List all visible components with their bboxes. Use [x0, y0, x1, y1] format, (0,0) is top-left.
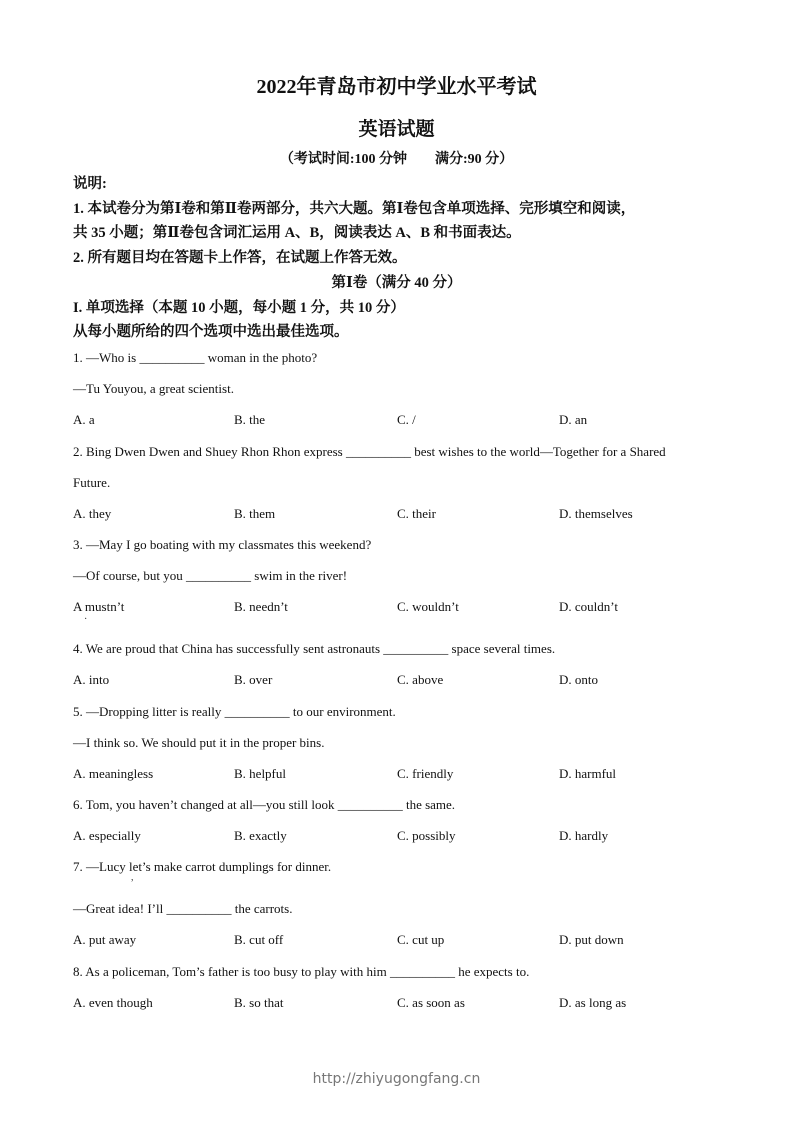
question-4-options	[73, 672, 753, 690]
option-b: B. cut off	[234, 932, 284, 947]
stray-comma-mark: ,	[131, 872, 134, 883]
question-3-stem: 3. —May I go boating with my classmates this weekend?	[73, 537, 372, 552]
option-c: C. possibly	[397, 828, 456, 843]
option-d: D. as long as	[559, 995, 627, 1010]
question-5-answer-line: —I think so. We should put it in the proper bins.	[73, 735, 325, 750]
question-2-stem: 2. Bing Dwen Dwen and Shuey Rhon Rhon express __________ best wishes to the world—Together for a Shared	[73, 444, 666, 459]
stray-dot-mark: ·	[84, 614, 88, 625]
instructions-heading: 说明:	[73, 176, 107, 192]
option-c: C. /	[397, 412, 416, 427]
option-b: B. the	[234, 412, 266, 427]
option-a: A. a	[73, 412, 95, 427]
option-a: A. they	[73, 506, 112, 521]
option-c: C. cut up	[397, 932, 445, 947]
option-a: A. into	[73, 672, 110, 687]
question-7-stem: 7. —Lucy let’s make carrot dumplings for dinner.	[73, 859, 332, 874]
exam-title: 2022年青岛市初中学业水平考试	[256, 76, 537, 98]
footer-url: http://zhiyugongfang.cn	[312, 1071, 481, 1087]
question-3-options	[73, 599, 753, 617]
question-1-stem: 1. —Who is __________ woman in the photo?	[73, 350, 318, 365]
option-b: B. helpful	[234, 766, 286, 781]
option-c: C. as soon as	[397, 995, 465, 1010]
question-2-stem-cont: Future.	[73, 475, 111, 490]
option-a: A mustn’t	[73, 599, 125, 614]
option-c: C. above	[397, 672, 444, 687]
question-6-stem: 6. Tom, you haven’t changed at all—you still look __________ the same.	[73, 797, 456, 812]
option-d: D. onto	[559, 672, 598, 687]
option-c: C. friendly	[397, 766, 454, 781]
instruction-line-1: 1. 本试卷分为第Ⅰ卷和第Ⅱ卷两部分，共六大题。第Ⅰ卷包含单项选择、完形填空和阅读，	[73, 201, 636, 217]
option-c: C. wouldn’t	[397, 599, 459, 614]
question-5-stem: 5. —Dropping litter is really __________ to our environment.	[73, 704, 396, 719]
subject-title: 英语试题	[358, 119, 435, 140]
part-title: I. 单项选择（本题 10 小题，每小题 1 分，共 10 分）	[73, 300, 405, 316]
option-b: B. over	[234, 672, 273, 687]
question-7-options	[73, 932, 753, 950]
option-d: D. couldn’t	[559, 599, 618, 614]
question-5-options	[73, 766, 753, 784]
option-b: B. needn’t	[234, 599, 288, 614]
instruction-line-3: 2. 所有题目均在答题卡上作答，在试题上作答无效。	[73, 250, 407, 266]
option-b: B. so that	[234, 995, 284, 1010]
instruction-line-2: 共 35 小题；第Ⅱ卷包含词汇运用 A、B，阅读表达 A、B 和书面表达。	[73, 225, 521, 241]
question-6-options	[73, 828, 753, 846]
option-a: A. put away	[73, 932, 137, 947]
option-b: B. exactly	[234, 828, 287, 843]
option-d: D. harmful	[559, 766, 617, 781]
option-a: A. especially	[73, 828, 141, 843]
option-a: A. even though	[73, 995, 153, 1010]
option-d: D. themselves	[559, 506, 633, 521]
time-score-note: （考试时间:100 分钟 满分:90 分）	[279, 152, 514, 167]
question-7-answer-line: —Great idea! I’ll __________ the carrots.	[73, 901, 293, 916]
question-4-stem: 4. We are proud that China has successfully sent astronauts __________ space several times.	[73, 641, 556, 656]
question-8-stem: 8. As a policeman, Tom’s father is too busy to play with him __________ he expects to.	[73, 964, 530, 979]
option-c: C. their	[397, 506, 436, 521]
part-instruction: 从每小题所给的四个选项中选出最佳选项。	[73, 324, 349, 340]
question-3-answer-line: —Of course, but you __________ swim in the river!	[73, 568, 348, 583]
option-d: D. put down	[559, 932, 624, 947]
question-1-answer-line: —Tu Youyou, a great scientist.	[73, 381, 234, 396]
question-2-options	[73, 506, 753, 524]
option-a: A. meaningless	[73, 766, 154, 781]
volume-title: 第Ⅰ卷（满分 40 分）	[331, 275, 462, 291]
question-8-options	[73, 995, 753, 1013]
question-1-options	[73, 412, 753, 430]
option-d: D. hardly	[559, 828, 609, 843]
option-b: B. them	[234, 506, 276, 521]
option-d: D. an	[559, 412, 588, 427]
